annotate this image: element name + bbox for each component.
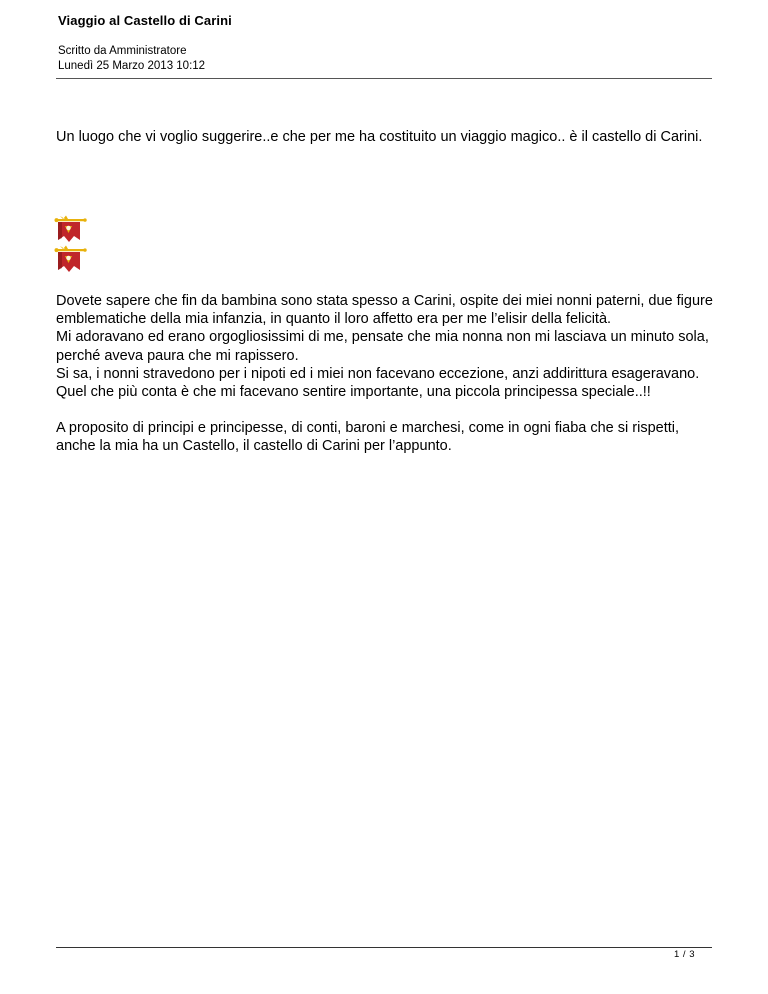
intro-paragraph: Un luogo che vi voglio suggerire..e che per me ha costituito un viaggio magico.. è il castello di Carini. [56,129,703,145]
article-body [56,292,716,456]
heraldic-banner-icon [54,214,88,244]
body-paragraph: Dovete sapere che fin da bambina sono stata spesso a Carini, ospite dei miei nonni paterni, due figure emblematiche della mia infanzia, in quanto il loro affetto era per me l’elisir della felicità. [56,293,713,328]
body-paragraph: Mi adoravano ed erano orgogliosissimi di me, pensate che mia nonna non mi lasciava un minuto sola, perché aveva paura che mi rapissero. [56,329,709,364]
author-line: Scritto da Amministratore [58,45,187,57]
article-meta [58,44,205,74]
date-line: Lunedì 25 Marzo 2013 10:12 [58,60,206,72]
page-number: 1 / 3 [674,949,695,960]
body-paragraph: Si sa, i nonni stravedono per i nipoti ed i miei non facevano eccezione, anzi addirittura esageravano. [56,365,700,382]
page-title: Viaggio al Castello di Carini [58,13,232,28]
body-paragraph: Quel che più conta è che mi facevano sentire importante, una piccola principessa speciale..!! [56,384,651,401]
footer-divider [56,947,712,948]
body-paragraph: A proposito di principi e principesse, di conti, baroni e marchesi, come in ogni fiaba che si rispetti, anche la mia ha un Castello, il castello di Carini per l’appunto. [56,420,680,455]
header-divider [56,78,712,79]
heraldic-banner-icon [54,244,88,274]
